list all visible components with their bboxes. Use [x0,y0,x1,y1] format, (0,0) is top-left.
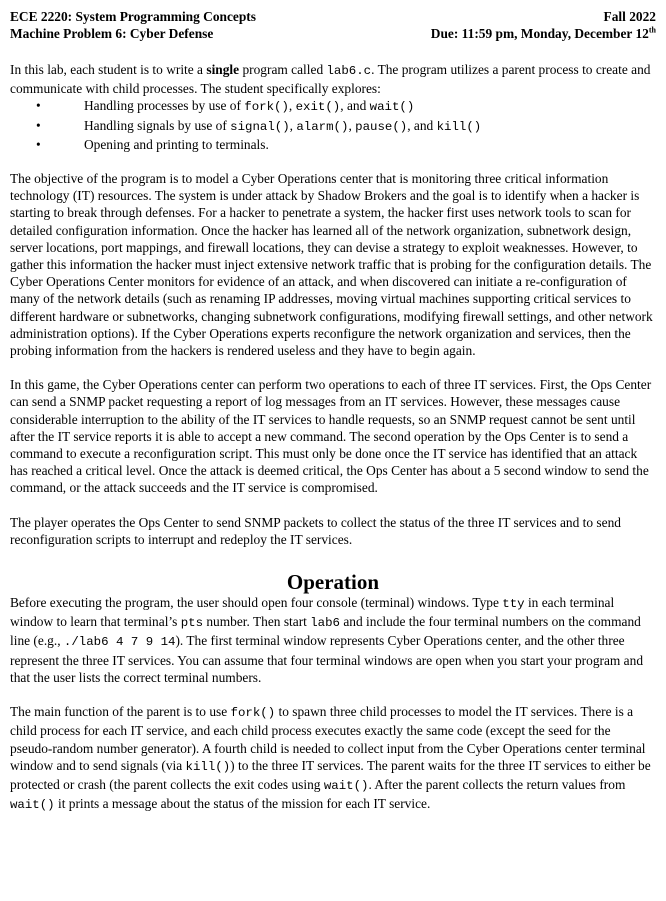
operation-paragraph-2: The main function of the parent is to use fork() to spawn three child processes to model the IT services. There is a child process for each IT service, and each child process executes exactly the same code (except the seed for the pseudo-random number generator). A fourth child is needed to collect input from the Cyber Operations center terminal window and to send signals (via kill()) to the three IT services. The parent waits for the three IT services to either be protected or crash (the parent collects the exit codes using wait(). After the parent collects the return values from wait() it prints a message about the status of the mission for each IT service. [10,704,651,813]
project-title: Machine Problem 6: Cyber Defense [10,26,214,41]
list-item: • Opening and printing to terminals. [36,136,269,152]
list-item: • Handling signals by use of signal(), alarm(), pause(), and kill() [36,117,482,134]
objective-paragraph: The objective of the program is to model a Cyber Operations center that is monitoring three critical information technology (IT) resources. The system is under attack by Shadow Brokers and the goal is to identify when a hacker is starting to break through defenses. For a hacker to penetrate a system, the hacker first uses network tools to scan for detailed configuration information. Once the hacker has learned all of the network organization, subnetwork design, server locations, port mappings, and firewall locations, they can devise a strategy to exploit weaknesses. However, to gather this information the hacker must inject extensive network traffic that is probing for the configuration details. The Cyber Operations Center monitors for evidence of an attack, and when discovered can initiate a re-configuration of many of the network details (such as renaming IP addresses, moving virtual machines supporting critical services to different hardware or subnetworks, changing subnetwork configurations, modifying firewall settings, and other network administration options). If the Cyber Operations experts reconfigure the network organization and services, then the probing information from the hackers is rendered useless and they have to begin again. [10,171,653,359]
player-paragraph: The player operates the Ops Center to send SNMP packets to collect the status of the three IT services and to send reconfiguration scripts to interrupt and redeploy the IT services. [10,514,621,547]
due-date: Due: 11:59 pm, Monday, December 12th [430,25,656,41]
document-header [10,8,656,42]
game-paragraph: In this game, the Cyber Operations center can perform two operations to each of three IT services. First, the Ops Center can send a SNMP packet requesting a report of log messages from an IT services. However, these messages cause considerable interruption to the ability of the IT services to handle requests, so an SNMP request cannot be sent until after the IT service reports it is able to accept a new command. The second operation by the Ops Center is to send a command to execute a reconfiguration script. This must only be done once the IT service has identified that an attack has reached a critical level. Once the attack is deemed critical, the Ops Center has about a 5 second window to send the command, or the attack succeeds and the IT service is compromised. [10,377,652,496]
term-label: Fall 2022 [603,9,656,24]
explores-list [10,97,656,153]
operation-paragraph-1: Before executing the program, the user should open four console (terminal) windows. Type tty in each terminal window to learn that terminal’s pts number. Then start lab6 and include the four terminal numbers on the command line (e.g., ./lab6 4 7 9 14). The first terminal window represents Cyber Operations center, and the other three represent the three IT services. You can assume that four terminal windows are open when you start your program and that the user lists the correct terminal numbers. [10,595,644,685]
intro-paragraph: In this lab, each student is to write a single program called lab6.c. The program utilizes a parent process to create and communicate with child processes. The student specifically explores: [10,62,651,97]
operation-heading: Operation [286,570,380,595]
course-title: ECE 2220: System Programming Concepts [10,9,256,24]
list-item: • Handling processes by use of fork(), exit(), and wait() [36,98,415,115]
document-page [10,8,656,814]
